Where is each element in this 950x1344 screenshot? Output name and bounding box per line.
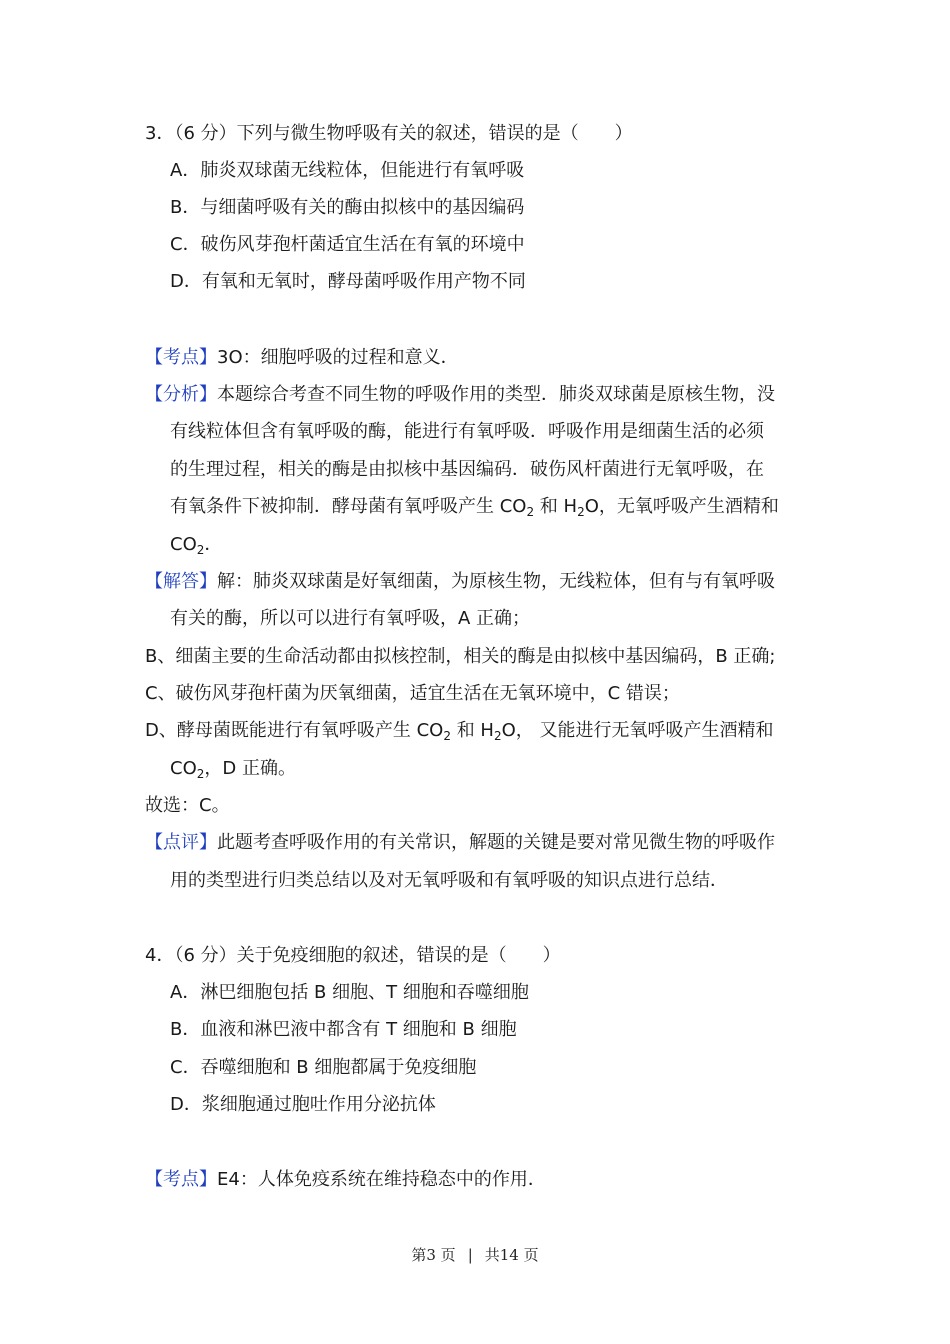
q3-answer: 故选：C。 — [145, 795, 230, 816]
q3-jieda-line-d: D、酵母菌既能进行有氧呼吸产生 $CO_2$ 和 $H_2O$， 又能进行无氧呼吸产生酒精和 — [145, 720, 774, 743]
kaodian-text: 3O：细胞呼吸的过程和意义． — [217, 347, 459, 368]
dianping-text: 此题考查呼吸作用的有关常识，解题的关键是要对常见微生物的呼吸作 — [217, 832, 775, 853]
q3-fenxi-line-1 — [145, 383, 775, 407]
page-total: 共14 页 — [484, 1246, 539, 1264]
page-number: 第3 页 — [411, 1246, 456, 1264]
q4-stem: 4．（6 分）关于免疫细胞的叙述，错误的是（ ） — [145, 945, 561, 966]
q3-dianping-line-2: 用的类型进行归类总结以及对无氧呼吸和有氧呼吸的知识点进行总结． — [170, 870, 728, 891]
q3-jieda-line-d2: $CO_2$，D 正确。 — [170, 758, 296, 781]
q3-fenxi-line-3: 的生理过程，相关的酶是由拟核中基因编码．破伤风杆菌进行无氧呼吸，在 — [170, 459, 764, 480]
q3-kaodian — [145, 346, 459, 370]
kaodian-text: E4：人体免疫系统在维持稳态中的作用． — [217, 1169, 546, 1190]
q4-option-d: D．浆细胞通过胞吐作用分泌抗体 — [170, 1094, 436, 1115]
q3-fenxi-line-2: 有线粒体但含有氧呼吸的酶，能进行有氧呼吸．呼吸作用是细菌生活的必须 — [170, 421, 764, 442]
kaodian-tag: 【考点】 — [145, 1169, 217, 1190]
q4-option-b: B．血液和淋巴液中都含有 T 细胞和 B 细胞 — [170, 1019, 517, 1040]
kaodian-tag: 【考点】 — [145, 347, 217, 368]
q3-fenxi-line-4: 有氧条件下被抑制．酵母菌有氧呼吸产生 $CO_2$ 和 $H_2O$，无氧呼吸产生酒精和 — [170, 496, 779, 519]
fenxi-tag: 【分析】 — [145, 384, 217, 405]
footer-separator: | — [467, 1246, 473, 1264]
q4-kaodian — [145, 1168, 546, 1192]
q3-option-d: D．有氧和无氧时，酵母菌呼吸作用产物不同 — [170, 271, 526, 292]
q4-option-c: C．吞噬细胞和 B 细胞都属于免疫细胞 — [170, 1057, 477, 1078]
q3-option-b: B．与细菌呼吸有关的酶由拟核中的基因编码 — [170, 197, 525, 218]
fenxi-text: 本题综合考查不同生物的呼吸作用的类型．肺炎双球菌是原核生物，没 — [217, 384, 775, 405]
q3-jieda-line-b: B、细菌主要的生命活动都由拟核控制，相关的酶是由拟核中基因编码，B 正确; — [145, 646, 776, 667]
q3-stem: 3．（6 分）下列与微生物呼吸有关的叙述，错误的是（ ） — [145, 123, 633, 144]
jieda-text: 解：肺炎双球菌是好氧细菌，为原核生物，无线粒体，但有与有氧呼吸 — [217, 571, 775, 592]
q3-jieda-line-1 — [145, 570, 775, 594]
q3-option-c: C．破伤风芽孢杆菌适宜生活在有氧的环境中 — [170, 234, 525, 255]
dianping-tag: 【点评】 — [145, 832, 217, 853]
q3-option-a: A．肺炎双球菌无线粒体，但能进行有氧呼吸 — [170, 160, 525, 181]
jieda-tag: 【解答】 — [145, 571, 217, 592]
q4-option-a: A．淋巴细胞包括 B 细胞、T 细胞和吞噬细胞 — [170, 982, 529, 1003]
q3-fenxi-line-5: $CO_2$． — [170, 534, 223, 557]
q3-jieda-line-2: 有关的酶，所以可以进行有氧呼吸，A 正确； — [170, 608, 531, 629]
q3-dianping-line-1 — [145, 831, 775, 855]
page-footer — [0, 1244, 950, 1265]
q3-jieda-line-c: C、破伤风芽孢杆菌为厌氧细菌，适宜生活在无氧环境中，C 错误； — [145, 683, 680, 704]
